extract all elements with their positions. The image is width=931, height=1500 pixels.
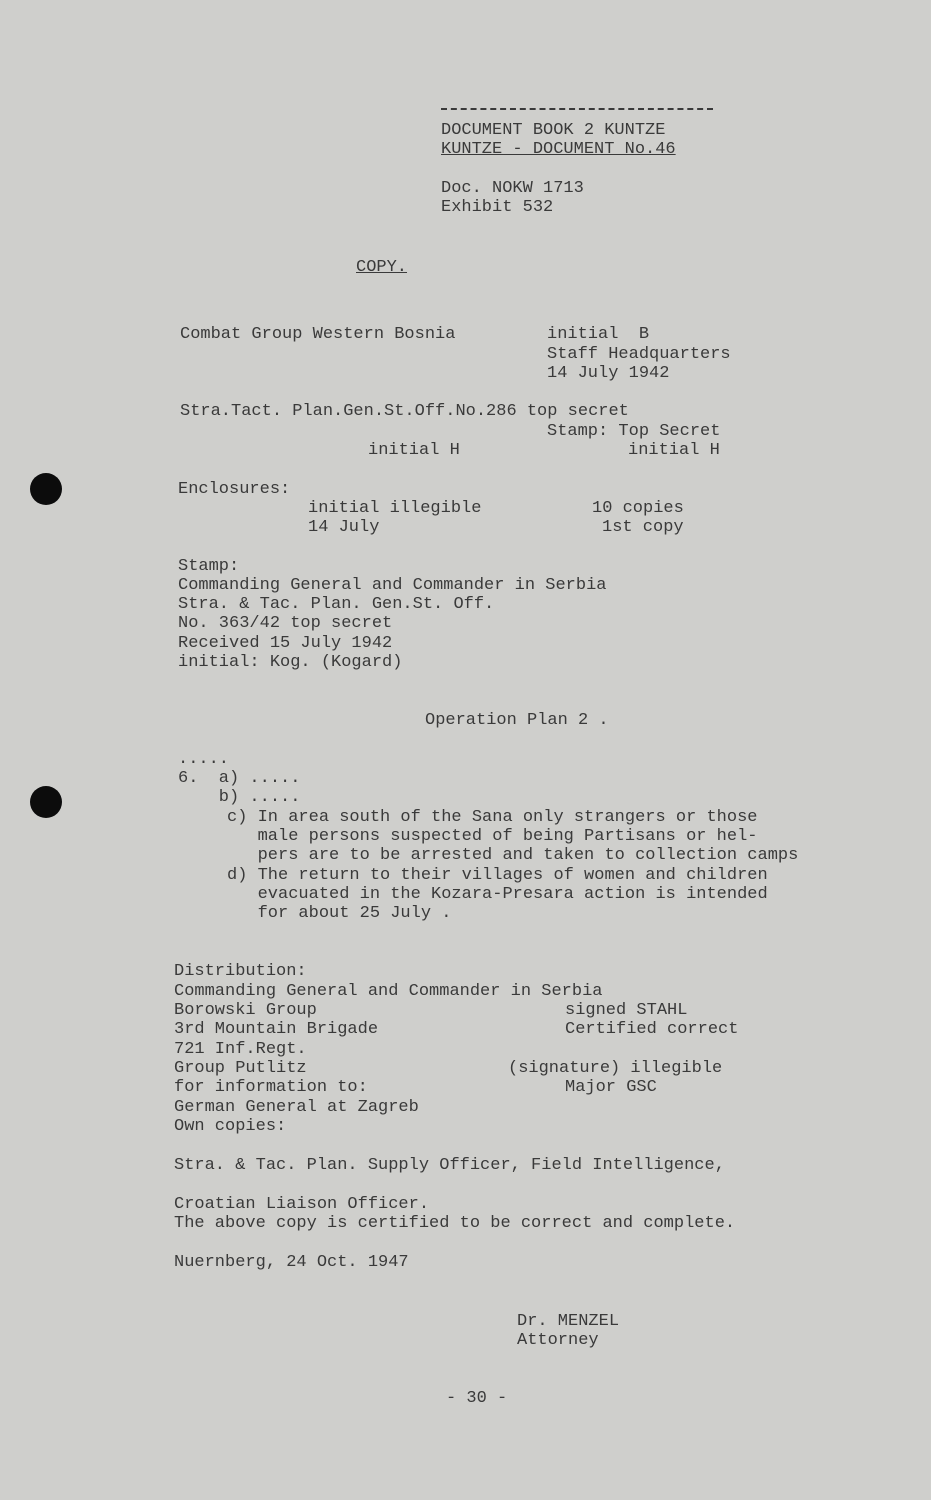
- distribution-item: Commanding General and Commander in Serbia: [174, 982, 603, 1001]
- attorney-name: Dr. MENZEL: [517, 1312, 620, 1331]
- distribution-label: Distribution:: [174, 962, 307, 981]
- document-book: DOCUMENT BOOK 2 KUNTZE: [441, 121, 666, 140]
- enclosures-initial: initial illegible: [308, 499, 482, 518]
- header-rule: [441, 108, 713, 110]
- distribution-item: 721 Inf.Regt.: [174, 1040, 307, 1059]
- top-secret-stamp: Stamp: Top Secret: [547, 422, 721, 441]
- distribution-item: Group Putlitz: [174, 1059, 307, 1078]
- distribution-item: for information to:: [174, 1078, 368, 1097]
- copy-label: COPY.: [356, 258, 408, 277]
- sender-initial: initial B: [547, 325, 650, 344]
- exhibit-number: Exhibit 532: [441, 198, 554, 217]
- croatian-liaison: Croatian Liaison Officer.: [174, 1195, 430, 1214]
- place-date: Nuernberg, 24 Oct. 1947: [174, 1253, 409, 1272]
- staff-line: Stra. & Tac. Plan. Supply Officer, Field Intelligence,: [174, 1156, 725, 1175]
- sender-date: 14 July 1942: [547, 364, 670, 383]
- item-d-line: d) The return to their villages of women and children: [227, 866, 768, 885]
- certified-correct: Certified correct: [565, 1020, 739, 1039]
- stamp-line: initial: Kog. (Kogard): [178, 653, 403, 672]
- stamp-line: No. 363/42 top secret: [178, 614, 393, 633]
- certification-statement: The above copy is certified to be correct and complete.: [174, 1214, 736, 1233]
- signer-rank: Major GSC: [565, 1078, 657, 1097]
- page-number: - 30 -: [446, 1389, 508, 1408]
- stamp-label: Stamp:: [178, 557, 240, 576]
- stamp-line: Stra. & Tac. Plan. Gen.St. Off.: [178, 595, 495, 614]
- sender-unit: Combat Group Western Bosnia: [180, 325, 456, 344]
- reference-number: Stra.Tact. Plan.Gen.St.Off.No.286 top secret: [180, 402, 629, 421]
- copies-count: 10 copies: [592, 499, 684, 518]
- item-d-line: for about 25 July .: [227, 904, 452, 923]
- distribution-item: 3rd Mountain Brigade: [174, 1020, 379, 1039]
- distribution-item: Borowski Group: [174, 1001, 317, 1020]
- punch-hole-top: [30, 473, 62, 505]
- punch-hole-bottom: [30, 786, 62, 818]
- signed-by: signed STAHL: [565, 1001, 688, 1020]
- document-number: KUNTZE - DOCUMENT No.46: [441, 140, 676, 159]
- item-c-line: male persons suspected of being Partisans or hel-: [227, 827, 758, 846]
- initial-h-left: initial H: [368, 441, 460, 460]
- enclosures-label: Enclosures:: [178, 480, 291, 499]
- item-6b: b) .....: [178, 788, 301, 807]
- attorney-title: Attorney: [517, 1331, 599, 1350]
- item-d-line: evacuated in the Kozara-Presara action is intended: [227, 885, 768, 904]
- staff-headquarters: Staff Headquarters: [547, 345, 731, 364]
- copy-number: 1st copy: [602, 518, 684, 537]
- item-c-line: pers are to be arrested and taken to collection camps: [227, 846, 799, 865]
- item-6a: 6. a) .....: [178, 769, 301, 788]
- item-c-line: c) In area south of the Sana only strangers or those: [227, 808, 758, 827]
- stamp-line: Commanding General and Commander in Serbia: [178, 576, 607, 595]
- signature-illegible: (signature) illegible: [508, 1059, 723, 1078]
- initial-h-right: initial H: [628, 441, 720, 460]
- nokw-number: Doc. NOKW 1713: [441, 179, 584, 198]
- stamp-line: Received 15 July 1942: [178, 634, 393, 653]
- distribution-item: German General at Zagreb: [174, 1098, 419, 1117]
- operation-title: Operation Plan 2 .: [425, 711, 609, 730]
- omission-dots: .....: [178, 750, 230, 769]
- enclosures-date: 14 July: [308, 518, 380, 537]
- distribution-item: Own copies:: [174, 1117, 287, 1136]
